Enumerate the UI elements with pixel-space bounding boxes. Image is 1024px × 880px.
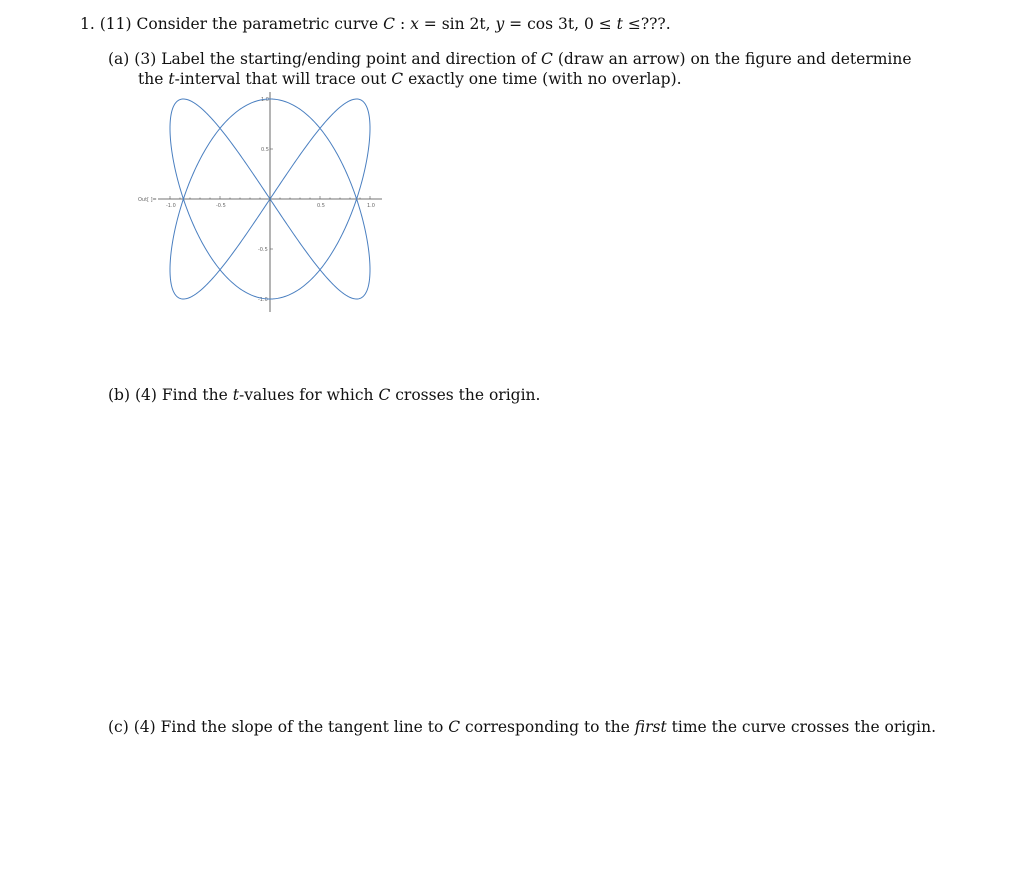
range-lower: 0 (583, 15, 594, 33)
problem-statement: 1. (11) Consider the parametric curve C : x = sin 2t, y = cos 3t, 0 ≤ t ≤???. (80, 15, 671, 33)
part-b-curve: C (378, 386, 391, 404)
y-tick-label: -0.5 (258, 247, 268, 253)
part-b-points: (4) (134, 386, 157, 404)
part-b-text-2: -values for which (238, 386, 374, 404)
part-b-t: t (232, 386, 239, 404)
x-tick-label: -1.0 (166, 203, 176, 209)
part-b-text-1: Find the (161, 386, 228, 404)
part-c-emphasis: first (634, 718, 667, 736)
out-label: Out[ ]= (138, 197, 157, 203)
part-b (108, 385, 540, 405)
part-a-text-3: the (138, 70, 164, 88)
x-tick-label: 1.0 (367, 203, 375, 209)
x-tick-label: -0.5 (216, 203, 226, 209)
y-expression: cos 3t (527, 15, 575, 33)
x-tick-label: 0.5 (317, 203, 325, 209)
part-c-text-1: Find the slope of the tangent line to (160, 718, 444, 736)
problem-points: (11) (99, 15, 132, 33)
part-c-text-2: corresponding to the (465, 718, 630, 736)
part-a-text-5: exactly one time (with no overlap). (408, 70, 682, 88)
part-a-points: (3) (134, 50, 157, 68)
range-upper: ???. (640, 15, 671, 33)
part-a-curve: C (541, 50, 553, 68)
part-c (108, 717, 936, 737)
problem-number: 1. (80, 15, 95, 33)
part-a-line-1 (108, 49, 912, 69)
y-tick-label: 1.0 (261, 97, 269, 103)
part-b-label: (b) (108, 386, 131, 404)
problem-intro: Consider the parametric curve (136, 15, 379, 33)
curve-name: C (383, 15, 396, 33)
part-a-line-2 (138, 69, 682, 89)
part-c-text-3: time the curve crosses the origin. (671, 718, 937, 736)
x-expression: sin 2t (441, 15, 486, 33)
part-b-text-3: crosses the origin. (395, 386, 541, 404)
part-a-text-2: (draw an arrow) on the figure and determine (557, 50, 912, 68)
part-c-curve: C (448, 718, 461, 736)
x-variable: x (410, 15, 419, 33)
part-a-t: t (168, 70, 175, 88)
y-tick-label: 0.5 (261, 147, 269, 153)
y-tick-label: -1.0 (258, 297, 268, 303)
range-variable: t (616, 15, 623, 33)
parametric-plot (130, 92, 390, 317)
part-a-label: (a) (108, 50, 130, 68)
y-variable: y (495, 15, 505, 33)
part-c-points: (4) (133, 718, 156, 736)
part-c-label: (c) (108, 718, 129, 736)
part-a-curve-2: C (391, 70, 404, 88)
part-a-text-4: -interval that will trace out (174, 70, 387, 88)
part-a-text-1: Label the starting/ending point and direction of (161, 50, 537, 68)
